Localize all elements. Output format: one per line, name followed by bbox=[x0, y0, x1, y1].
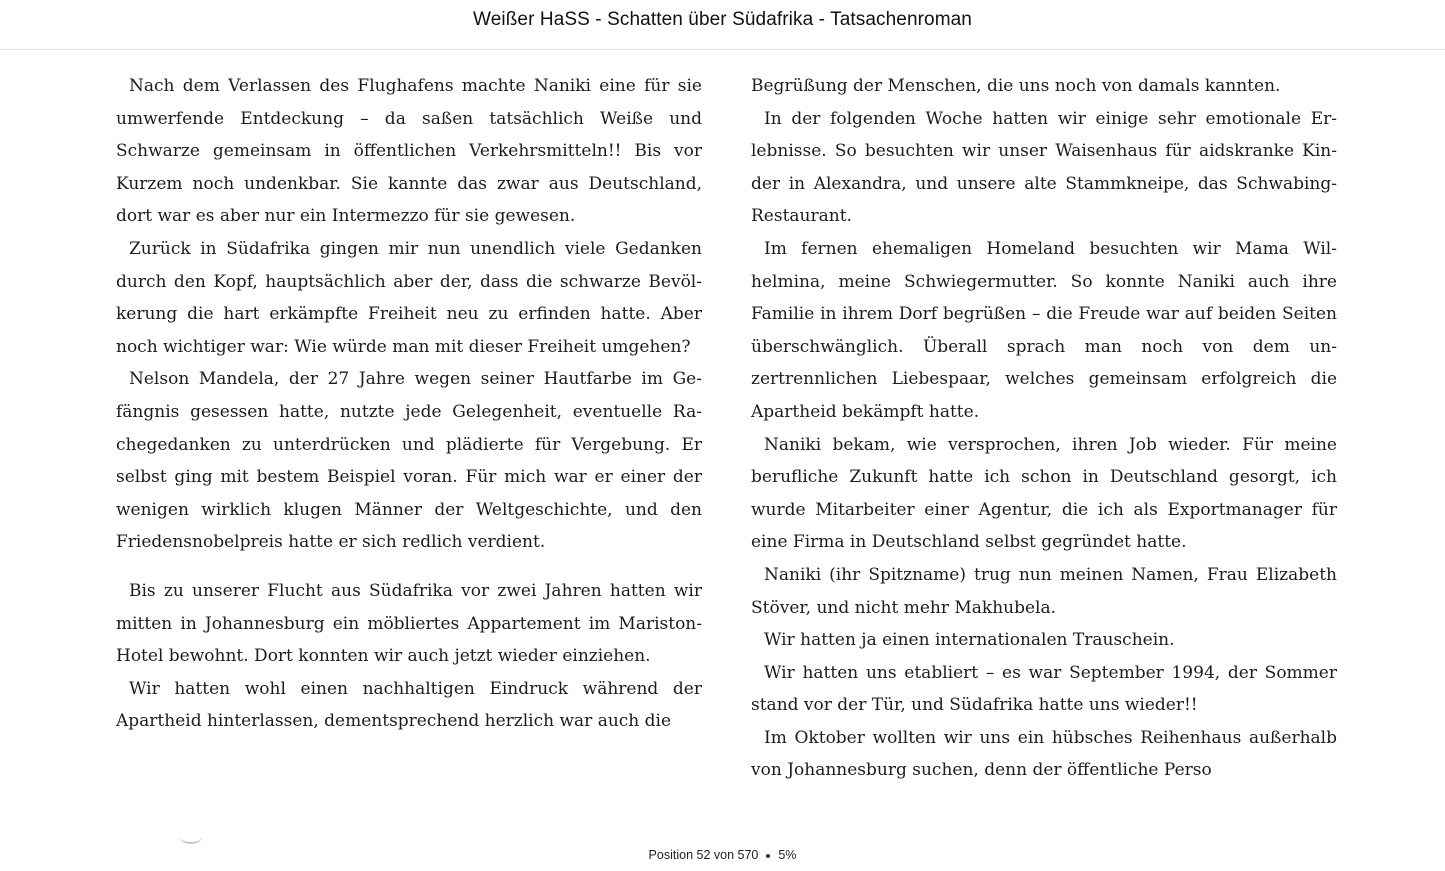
paragraph: Wir hatten ja einen internationalen Trauschein. bbox=[764, 630, 1175, 651]
paragraph: Naniki (ihr Spitzname) trug nun meinen Namen, Frau Elizabeth Stöver, und nicht mehr Makhubela. bbox=[751, 564, 1337, 618]
book-title: Weißer HaSS - Schatten über Südafrika - Tatsachenroman bbox=[473, 9, 972, 30]
reader-header bbox=[0, 0, 1445, 50]
paragraph: Naniki bekam, wie versprochen, ihren Job wieder. Für meine berufliche Zukunft hatte ich schon in Deutschland gesorgt, ich wurde Mitarbeiter einer Agentur, die ich als Exportmanager für eine Firma in Deutschland selbst gegründet hatte. bbox=[751, 434, 1337, 553]
paragraph: Bis zu unserer Flucht aus Südafrika vor zwei Jahren hatten wir mitten in Johannesburg ein möbliertes Appartement im Mariston-Hotel bewohnt. Dort konnten wir auch jetzt wieder einziehen. bbox=[116, 580, 702, 667]
paragraph: Im Oktober wollten wir uns ein hübsches Reihenhaus außerhalb von Johannesburg suchen, denn der öffentliche Perso bbox=[751, 727, 1337, 781]
location-indicator: Position 52 von 570 bbox=[648, 848, 759, 862]
paragraph: Im fernen ehemaligen Homeland besuchten wir Mama Wilhelmina, meine Schwiegermutter. So konnte Naniki auch ihre Familie in ihrem Dorf begrüßen – die Freude war auf beiden Seiten überschwänglich. Überall sprach man noch von dem unzertrennlichen Liebespaar, welches gemeinsam erfolgreich die Apartheid bekämpft hatte. bbox=[751, 238, 1337, 422]
page-left-column bbox=[116, 70, 702, 738]
paragraph: Nelson Mandela, der 27 Jahre wegen seiner Hautfarbe im Gefängnis gesessen hatte, nutzte jede Gelegenheit, eventuelle Rachegedanken zu unterdrücken und plädierte für Vergebung. Er selbst ging mit bestem Beispiel voran. Für mich war er einer der wenigen wirklich klugen Männer der Weltgeschichte, und den Friedensnobelpreis hatte er sich redlich verdient. bbox=[116, 369, 702, 553]
paragraph: In der folgenden Woche hatten wir einige sehr emotionale Erlebnisse. So besuchten wir unser Waisenhaus für aidskranke Kinder in Alexandra, und unsere alte Stammkneipe, das Schwabing-Restaurant. bbox=[751, 108, 1337, 227]
page-turn-indicator[interactable] bbox=[180, 830, 202, 844]
paragraph: Begrüßung der Menschen, die uns noch von damals kannten. bbox=[751, 76, 1281, 96]
paragraph: Zurück in Südafrika gingen mir nun unendlich viele Gedanken durch den Kopf, hauptsächlich aber der, dass die schwarze Bevölkerung die hart erkämpfte Freiheit neu zu erfinden hatte. Aber noch wichtiger war: Wie würde man mit dieser Freiheit umgehen? bbox=[116, 238, 702, 357]
separator-dot-icon bbox=[766, 854, 770, 858]
paragraph: Wir hatten wohl einen nachhaltigen Eindruck während der Apartheid hinterlassen, dementsprechend herzlich war auch die bbox=[116, 678, 702, 732]
reading-progress bbox=[0, 848, 1445, 862]
paragraph: Wir hatten uns etabliert – es war September 1994, der Sommer stand vor der Tür, und Südafrika hatte uns wieder!! bbox=[751, 662, 1337, 716]
page-right-column bbox=[751, 70, 1337, 787]
paragraph: Nach dem Verlassen des Flughafens machte Naniki eine für sie umwerfende Entdeckung – da saßen tatsächlich Weiße und Schwarze gemeinsam in öffentlichen Verkehrsmitteln!! Bis vor Kurzem noch undenkbar. Sie kannte das zwar aus Deutschland, dort war es aber nur ein Intermezzo für sie gewesen. bbox=[116, 76, 702, 227]
percent-read: 5% bbox=[778, 848, 797, 862]
